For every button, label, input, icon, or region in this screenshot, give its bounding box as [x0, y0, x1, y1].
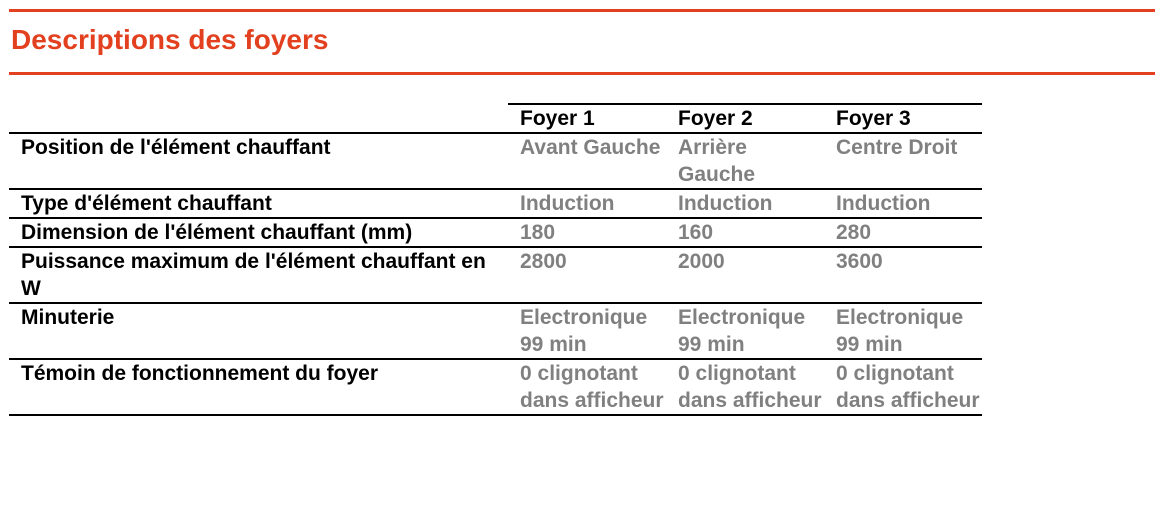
header-foyer-3: Foyer 3 — [824, 104, 982, 133]
cell-foyer-2: Arrière Gauche — [678, 136, 756, 186]
foyer-spec-table — [9, 103, 982, 416]
cell-foyer-2: Electronique 99 min — [678, 306, 806, 356]
cell-foyer-2: Induction — [678, 192, 773, 215]
cell-foyer-3: 280 — [836, 221, 872, 244]
title-rule-bottom — [9, 72, 1155, 75]
table-row — [9, 189, 982, 218]
table-header-row — [9, 104, 982, 133]
cell-foyer-3: Centre Droit — [836, 136, 958, 159]
header-foyer-2: Foyer 2 — [666, 104, 824, 133]
row-label-type: Type d'élément chauffant — [21, 192, 272, 215]
table-row — [9, 218, 982, 247]
header-foyer-1: Foyer 1 — [508, 104, 666, 133]
cell-foyer-1: 180 — [520, 221, 556, 244]
cell-foyer-1: Induction — [520, 192, 615, 215]
cell-foyer-3: Induction — [836, 192, 931, 215]
cell-foyer-2: 160 — [678, 221, 714, 244]
row-label-temoin: Témoin de fonctionnement du foyer — [21, 362, 379, 385]
cell-foyer-1: Electronique 99 min — [520, 306, 648, 356]
row-label-dimension: Dimension de l'élément chauffant (mm) — [21, 221, 413, 244]
cell-foyer-3: Electronique 99 min — [836, 306, 964, 356]
header-blank-cell — [9, 104, 508, 133]
table-row — [9, 133, 982, 189]
row-label-puissance: Puissance maximum de l'élément chauffant en W — [21, 250, 486, 300]
cell-foyer-3: 0 clignotant dans afficheur — [836, 362, 980, 412]
row-label-position: Position de l'élément chauffant — [21, 136, 331, 159]
cell-foyer-2: 0 clignotant dans afficheur — [678, 362, 822, 412]
section-title: Descriptions des foyers — [11, 24, 329, 55]
cell-foyer-1: 0 clignotant dans afficheur — [520, 362, 664, 412]
cell-foyer-2: 2000 — [678, 250, 725, 273]
title-rule-top — [9, 9, 1155, 12]
table-row — [9, 359, 982, 415]
table-row — [9, 303, 982, 359]
cell-foyer-1: Avant Gauche — [520, 136, 661, 159]
row-label-minuterie: Minuterie — [21, 306, 115, 329]
table-row — [9, 247, 982, 303]
cell-foyer-3: 3600 — [836, 250, 883, 273]
cell-foyer-1: 2800 — [520, 250, 567, 273]
